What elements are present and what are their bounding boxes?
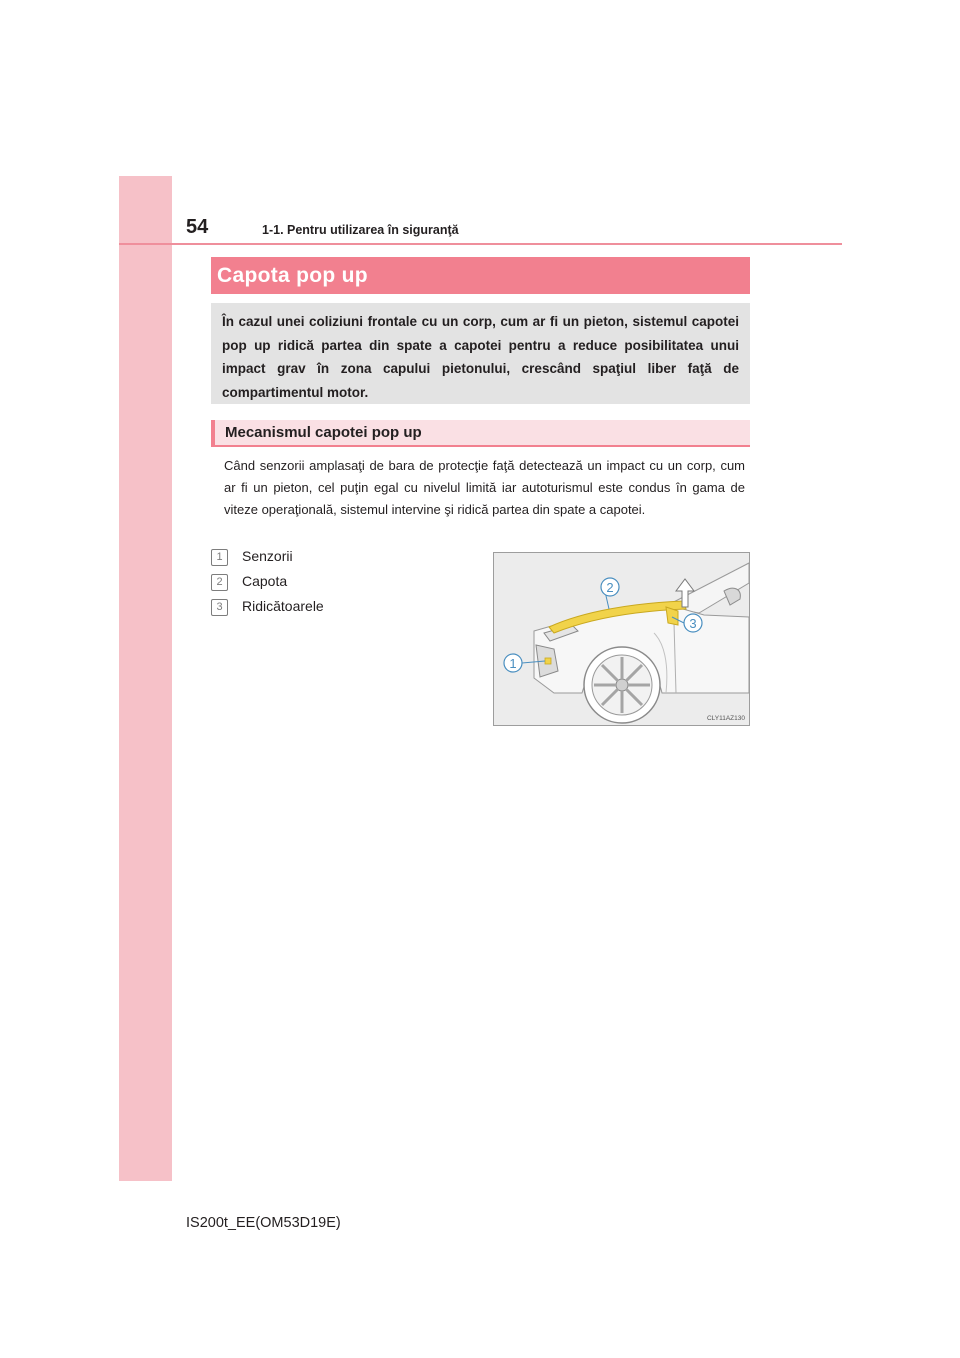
page-number: 54 (186, 216, 209, 238)
side-tab-band (119, 176, 172, 1181)
legend-number-badge: 2 (211, 574, 228, 591)
car-front-drawing (494, 553, 749, 725)
car-hood-illustration (493, 552, 750, 726)
header-divider (119, 243, 842, 245)
section-breadcrumb: 1-1. Pentru utilizarea în siguranţă (262, 223, 459, 237)
sensor-highlight (545, 658, 551, 664)
legend-label: Senzorii (242, 548, 293, 564)
callout-1: 1 (509, 656, 517, 671)
footer-watermark: carmanualsonline.info (781, 1345, 898, 1357)
intro-box: În cazul unei coliziuni frontale cu un corp, cum ar fi un pieton, sistemul capotei pop up ridică partea din spate a capotei pentru a reduce posibilitatea unui impact grav în zona capului pietonului, crescând spaţiul liber faţă de compartimentul motor. (211, 303, 750, 404)
legend-number-badge: 3 (211, 599, 228, 616)
page-title: Capota pop up (217, 263, 368, 287)
subheading-bar (211, 420, 750, 447)
illustration-code: CLY11AZ130 (706, 715, 745, 722)
callout-2: 2 (606, 580, 614, 595)
legend-number-badge: 1 (211, 549, 228, 566)
callout-3: 3 (689, 616, 697, 631)
legend-label: Capota (242, 573, 288, 589)
section-title-bar (211, 257, 750, 294)
legend-label: Ridicătoarele (242, 598, 324, 614)
footer-model-code: IS200t_EE(OM53D19E) (186, 1215, 341, 1231)
subheading: Mecanismul capotei pop up (225, 424, 422, 441)
body-paragraph: Când senzorii amplasaţi de bara de protecţie faţă detectează un impact cu un corp, cum ar fi un pieton, cel puţin egal cu nivelul limită iar autoturismul este condus în gama de viteze operaţională, sistemul intervine şi ridică partea din spate a capotei. (224, 458, 745, 517)
